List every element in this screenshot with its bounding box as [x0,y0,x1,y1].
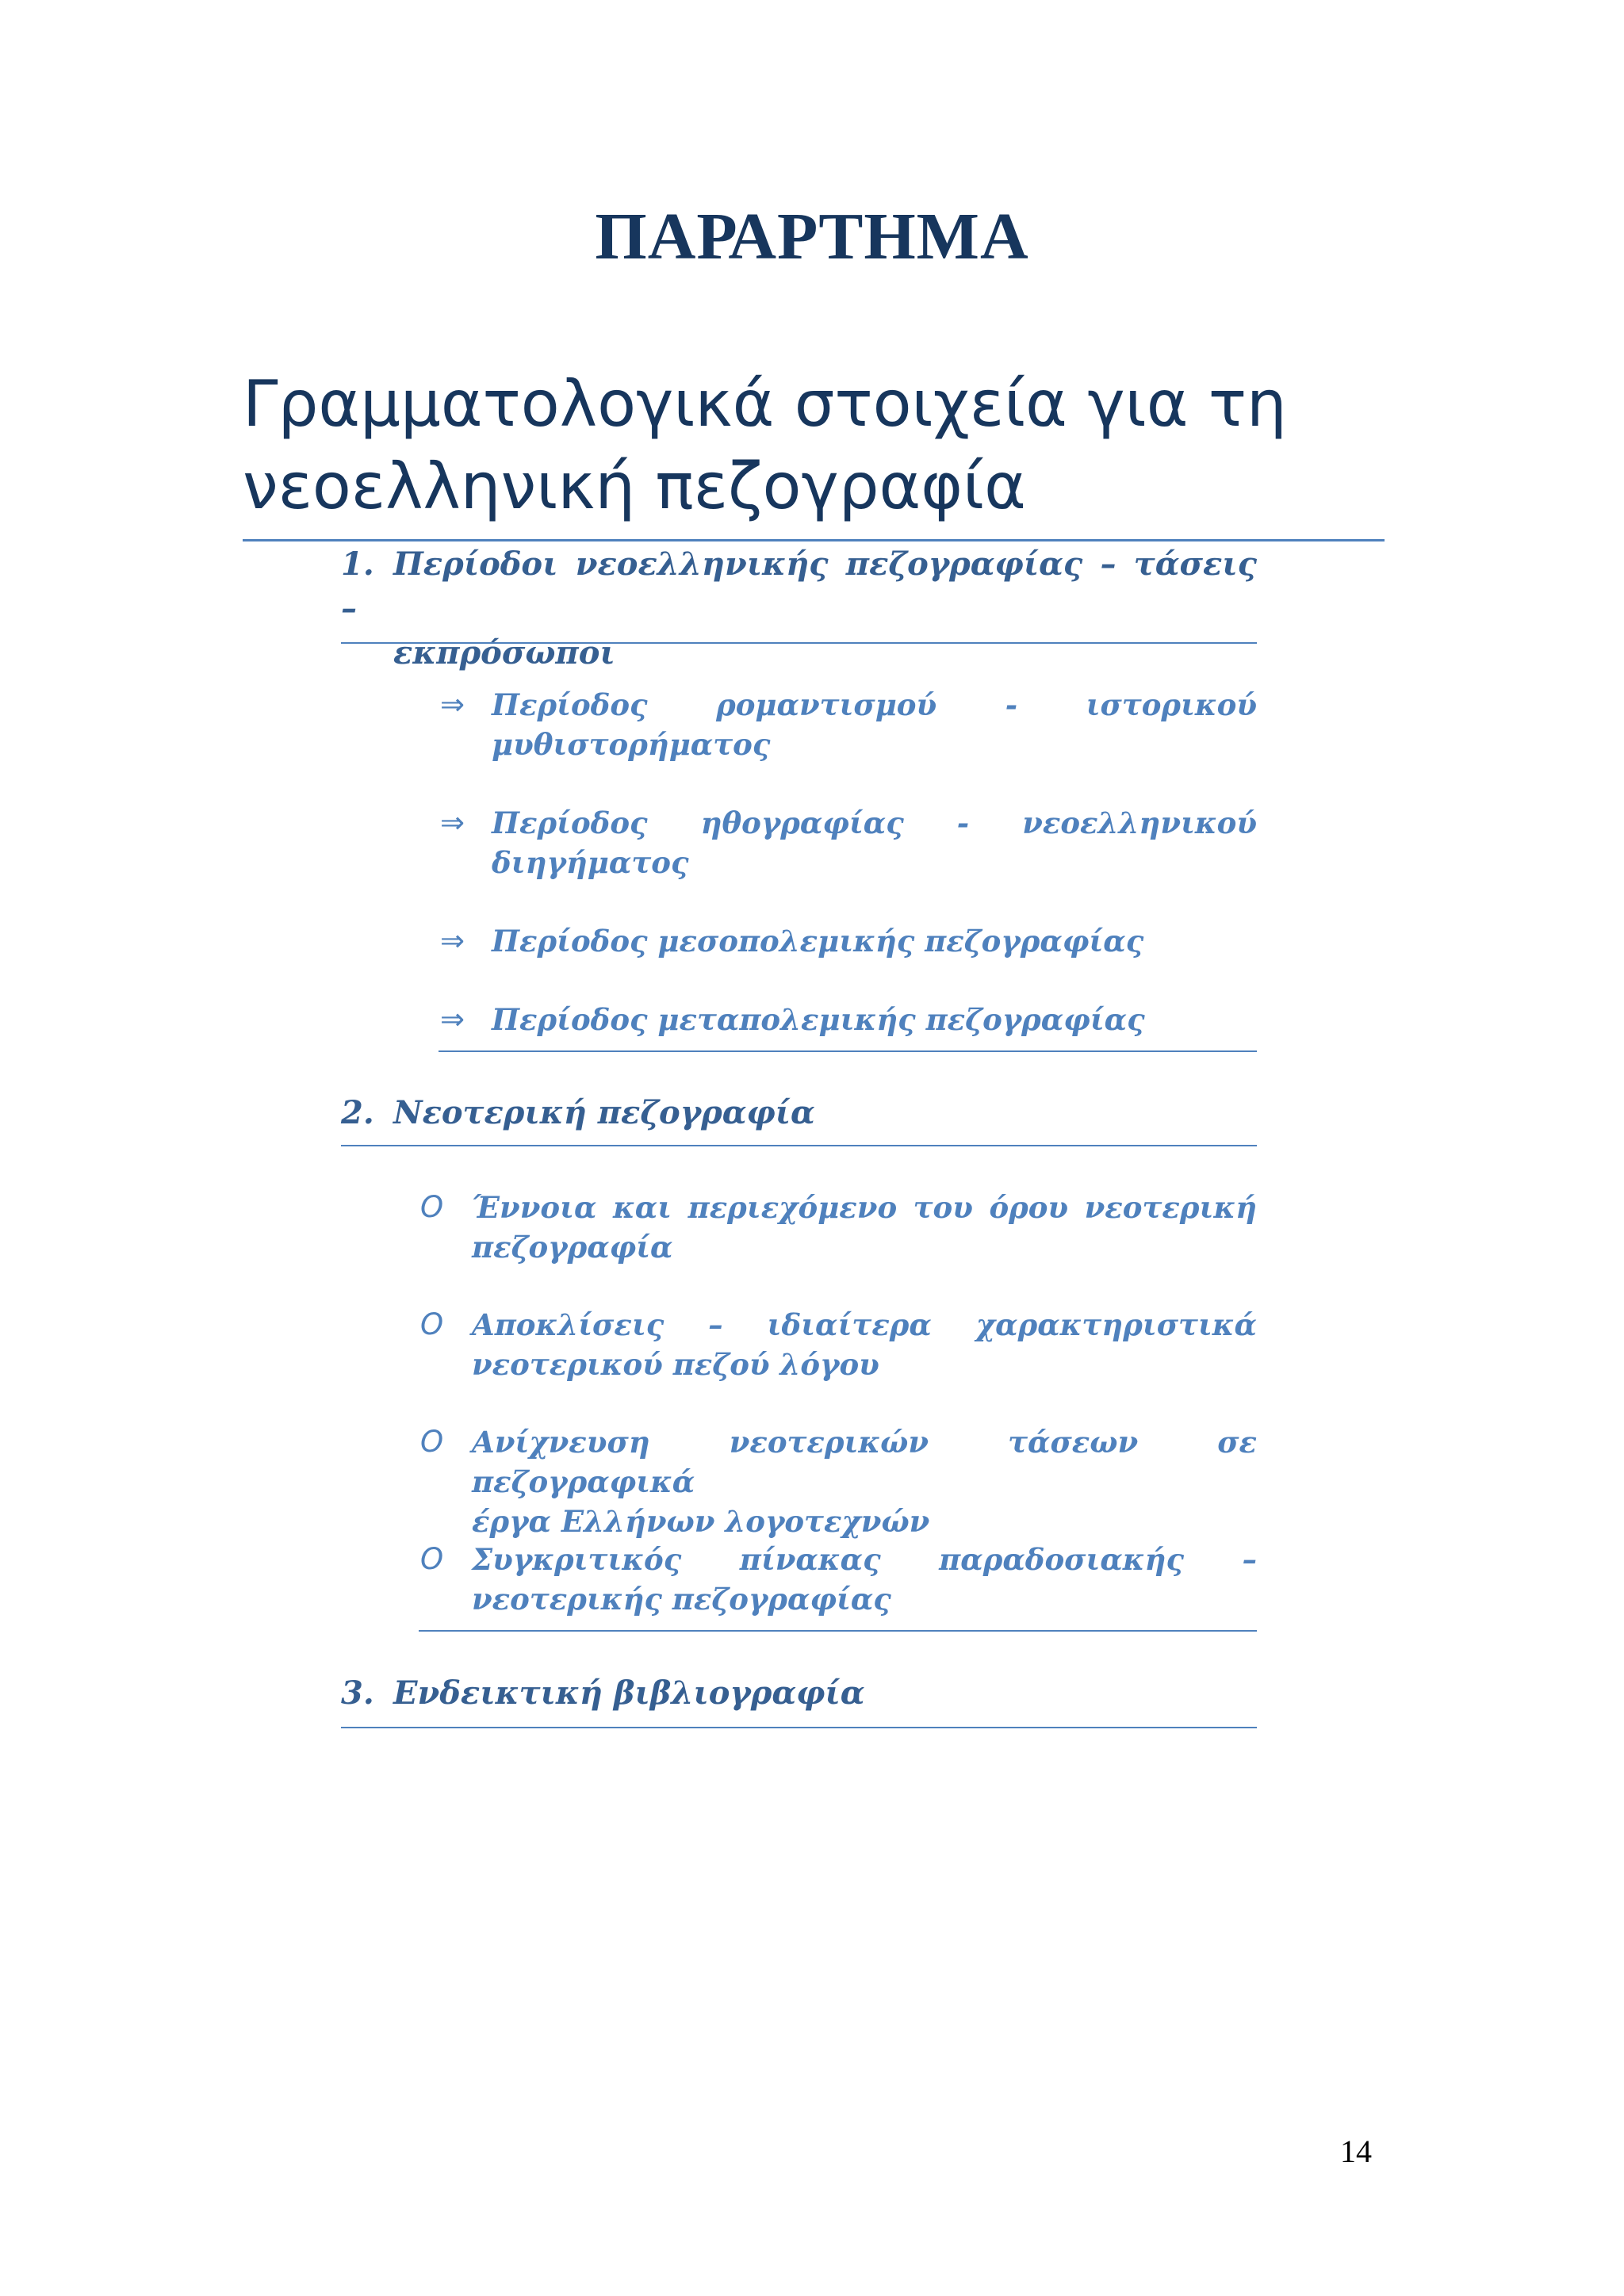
double-arrow-right-icon: ⇒ [440,1002,465,1036]
list-item-line-1: Περίοδος ηθογραφίας - νεοελληνικού [492,806,1257,840]
list-item [420,1540,1257,1619]
section-heading-line-1: Ενδεικτική βιβλιογραφία [393,1674,865,1712]
subtitle-divider [243,539,1385,541]
list-item-line-1: Έννοια και περιεχόμενο του όρου νεοτερική [472,1190,1257,1225]
subsection-divider [439,1050,1257,1052]
section-number: 2. [341,1094,374,1131]
section-1-divider [341,642,1257,644]
list-item-line-2: έργα Ελλήνων λογοτεχνών [472,1504,930,1539]
page-number: 14 [1340,2133,1372,2169]
chapter-subtitle [243,363,1385,528]
double-arrow-right-icon: ⇒ [440,806,465,840]
list-item [440,1000,1257,1039]
list-item-line-1: Περίοδος μεταπολεμικής πεζογραφίας [492,1002,1145,1037]
list-item-line-2: μυθιστορήματος [492,727,771,762]
section-number: 1. [341,545,374,583]
list-item [440,803,1257,882]
section-number: 3. [341,1674,374,1712]
section-1-heading [341,542,1257,675]
list-item [440,921,1257,961]
circle-bullet-icon: O [420,1425,444,1459]
circle-bullet-icon: O [420,1542,444,1576]
list-item [420,1305,1257,1384]
list-item-line-1: Συγκριτικός πίνακας παραδοσιακής – [472,1542,1257,1577]
page-title: ΠΑΡΑΡΤΗΜΑ [595,200,1029,274]
list-item-line-1: Αποκλίσεις – ιδιαίτερα χαρακτηριστικά [472,1307,1257,1342]
list-item [420,1422,1257,1541]
double-arrow-right-icon: ⇒ [440,687,465,721]
subtitle-line-1: Γραμματολογικά στοιχεία για τη [243,367,1287,441]
list-item-line-2: νεοτερικού πεζού λόγου [472,1347,879,1382]
list-item [420,1188,1257,1267]
subtitle-line-2: νεοελληνική πεζογραφία [243,450,1026,523]
list-item-line-1: Περίοδος μεσοπολεμικής πεζογραφίας [492,924,1144,959]
list-item-line-2: πεζογραφία [472,1230,673,1265]
section-2-divider [341,1145,1257,1146]
section-3-heading [341,1671,1257,1716]
double-arrow-right-icon: ⇒ [440,924,465,958]
list-item-line-2: διηγήματος [492,845,689,880]
section-heading-line-1: Περίοδοι νεοελληνικής πεζογραφίας – τάσεις – [341,545,1257,627]
list-item-line-2: νεοτερικής πεζογραφίας [472,1582,891,1617]
circle-bullet-icon: O [420,1190,444,1224]
subsection-divider [419,1630,1257,1632]
section-heading-line-2: εκπρόσωποι [393,634,615,672]
list-item-line-1: Περίοδος ρομαντισμού - ιστορικού [492,687,1257,722]
section-heading-line-1: Νεοτερική πεζογραφία [393,1094,815,1131]
section-3-divider [341,1727,1257,1728]
section-2-heading [341,1091,1257,1135]
list-item [440,685,1257,764]
list-item-line-1: Ανίχνευση νεοτερικών τάσεων σε πεζογραφικά [472,1425,1257,1499]
circle-bullet-icon: O [420,1307,444,1341]
